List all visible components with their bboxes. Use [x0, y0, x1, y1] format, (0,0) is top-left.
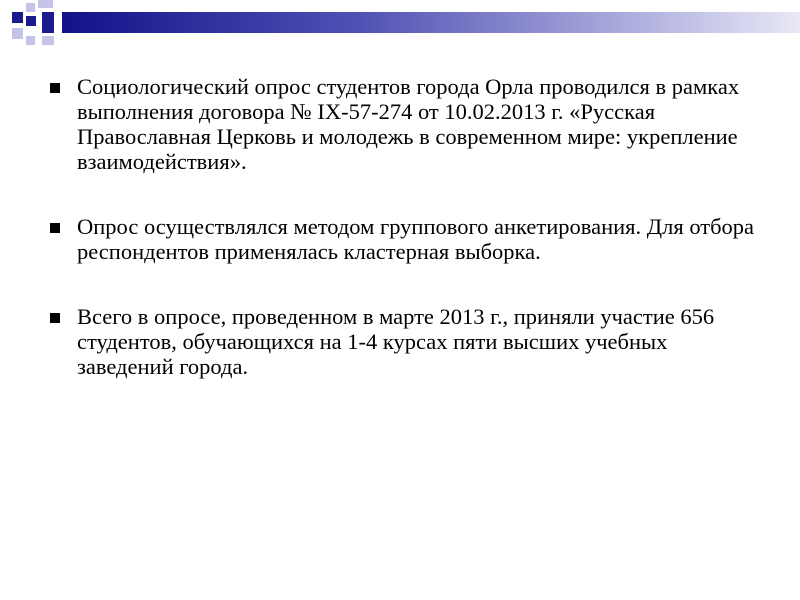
- decor-square-dark: [26, 16, 36, 26]
- bullet-list: [50, 74, 760, 419]
- square-bullet-icon: [50, 223, 60, 233]
- header-decoration: [0, 0, 800, 50]
- bullet-item: [50, 214, 760, 264]
- bullet-item: [50, 304, 760, 379]
- square-bullet-icon: [50, 313, 60, 323]
- decor-square-light: [26, 3, 35, 12]
- bullet-item: [50, 74, 760, 174]
- header-gradient-bar: [62, 12, 800, 33]
- bullet-text: Опрос осуществлялся методом группового анкетирования. Для отбора респондентов применялась кластерная выборка.: [77, 214, 755, 264]
- decor-square-light: [38, 0, 53, 8]
- decor-square-light: [26, 36, 35, 45]
- decor-square-light: [42, 36, 54, 45]
- decor-square-light: [12, 28, 23, 39]
- bullet-text: Всего в опросе, проведенном в марте 2013 г., приняли участие 656 студентов, обучающихся на 1-4 курсах пяти высших учебных заведений города.: [77, 304, 715, 379]
- decor-square-dark: [12, 12, 23, 23]
- bullet-text: Социологический опрос студентов города Орла проводился в рамках выполнения договора № IX-57-274 от 10.02.2013 г. «Русская Православная Церковь и молодежь в современном мире: укрепление взаимодействия».: [77, 74, 740, 174]
- decor-square-dark: [42, 12, 54, 33]
- square-bullet-icon: [50, 83, 60, 93]
